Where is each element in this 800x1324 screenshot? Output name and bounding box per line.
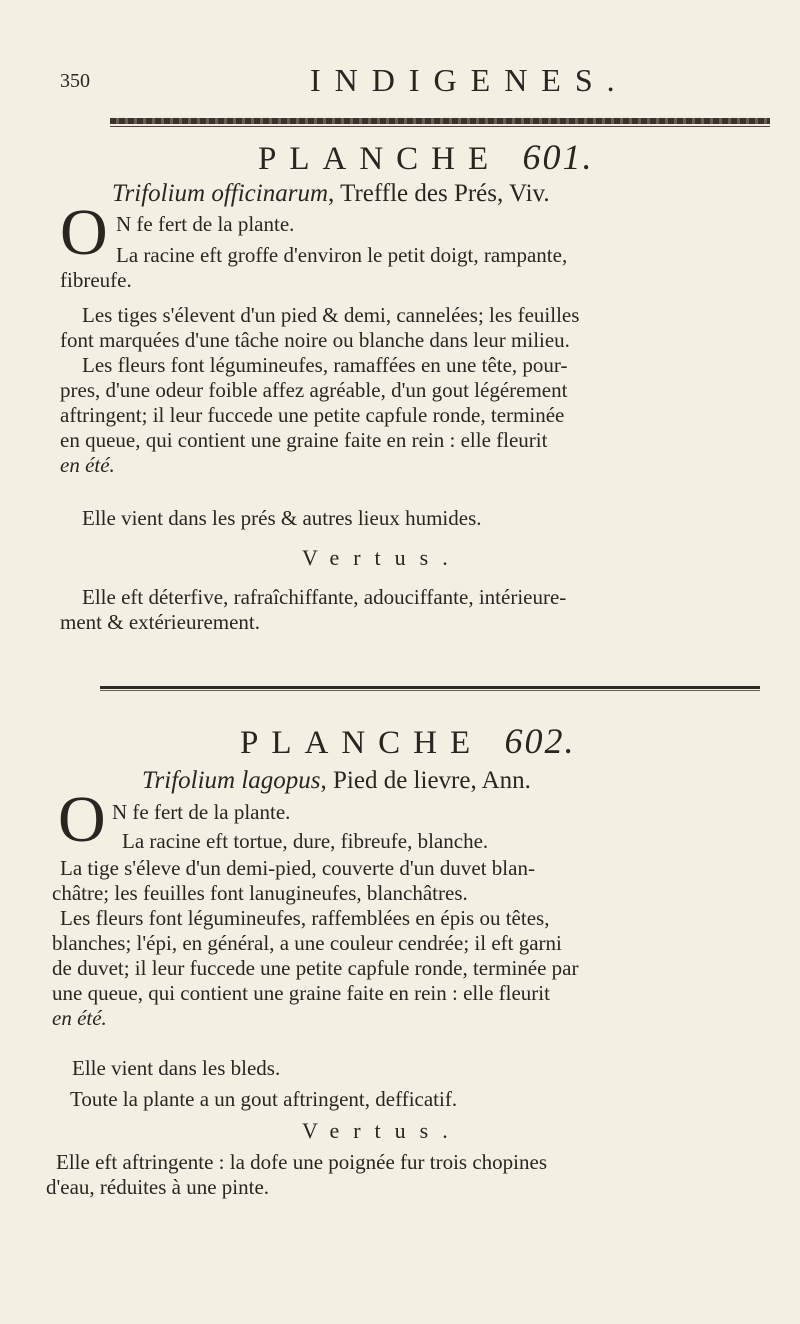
plate-602-vertus-heading: Vertus. (302, 1118, 462, 1143)
plate-602-title (240, 720, 575, 762)
plate-601-latin-name: Trifolium officinarum (112, 180, 329, 207)
plate-601-desc-line: Les fleurs font légumineufes, ramaffées en une tête, pour- (82, 353, 568, 377)
header-thin-rule (110, 126, 770, 127)
plate-601-common-name: , Treffle des Prés, Viv. (328, 180, 550, 207)
plate-601-title (258, 136, 593, 178)
plate-601-vertus-line: ment & extérieurement. (60, 610, 261, 634)
section-divider-rule (100, 686, 760, 689)
plate-602-habitat (72, 1056, 762, 1081)
plate-601-usage-line: N fe fert de la plante. (116, 212, 295, 236)
plate-601-desc-line: aftringent; il leur fuccede une petite capfule ronde, terminée (60, 403, 565, 427)
plate-602-vertus (46, 1150, 760, 1200)
plate-601-desc-line: en été. (60, 453, 115, 477)
plate-601-desc-line: pres, d'une odeur foible affez agréable, d'un gout légérement (60, 378, 568, 402)
header-ornamental-rule (110, 118, 770, 124)
plate-601-species (112, 180, 550, 208)
plate-601-desc-line: font marquées d'une tâche noire ou blanche dans leur milieu. (60, 328, 570, 352)
plate-601-number: 601. (522, 137, 594, 177)
running-title: INDIGENES. (310, 62, 629, 98)
plate-601-habitat-line: Elle vient dans les prés & autres lieux humides. (82, 506, 482, 530)
plate-601-title-prefix: PLANCHE (258, 141, 502, 177)
plate-602-vertus-line: d'eau, réduites à une pinte. (46, 1175, 270, 1199)
plate-602-usage (112, 800, 752, 825)
plate-602-root (112, 829, 752, 854)
plate-602-desc-line: une queue, qui contient une graine faite en rein : elle fleurit (52, 981, 550, 1005)
plate-601-desc-line: Les tiges s'élevent d'un pied & demi, cannelées; les feuilles (82, 303, 580, 327)
plate-602-common-name: , Pied de lievre, Ann. (320, 767, 531, 794)
plate-601-drop-cap: O (60, 196, 108, 269)
plate-602-desc-line: en été. (52, 1006, 107, 1030)
plate-602-desc-line: châtre; les feuilles font lanugineufes, blanchâtres. (52, 881, 468, 905)
plate-601-root-line: La racine eft groffe d'environ le petit doigt, rampante, (116, 243, 568, 267)
plate-602-number: 602. (504, 721, 576, 761)
plate-602-habitat-line: Elle vient dans les bleds. (72, 1056, 281, 1080)
plate-602-desc-line: Les fleurs font légumineufes, raffemblées en épis ou têtes, (60, 906, 550, 930)
plate-602-root-line: La racine eft tortue, dure, fibreufe, blanche. (122, 829, 489, 853)
plate-601-desc-line: en queue, qui contient une graine faite en rein : elle fleurit (60, 428, 548, 452)
plate-602-title-prefix: PLANCHE (240, 725, 484, 761)
plate-601-description (60, 303, 760, 478)
plate-601-vertus-heading: Vertus. (302, 545, 462, 570)
plate-602-drop-cap: O (58, 783, 106, 856)
plate-602-latin-name: Trifolium lagopus (142, 767, 321, 794)
plate-602-usage-line: N fe fert de la plante. (112, 800, 291, 824)
plate-602-vertus-line: Elle eft aftringente : la dofe une poignée fur trois chopines (56, 1150, 547, 1174)
plate-602-desc-line: blanches; l'épi, en général, a une couleur cendrée; il eft garni (52, 931, 562, 955)
section-divider-thin-rule (100, 690, 760, 691)
plate-601-root-line: fibreufe. (60, 268, 132, 292)
plate-602-desc-line: de duvet; il leur fuccede une petite capfule ronde, terminée par (52, 956, 579, 980)
plate-602-description (52, 856, 762, 1031)
plate-601-usage (116, 212, 756, 237)
plate-602-taste (70, 1087, 760, 1112)
plate-602-desc-line: La tige s'éleve d'un demi-pied, couverte d'un duvet blan- (60, 856, 535, 880)
running-head (60, 62, 760, 102)
page-number: 350 (60, 70, 90, 92)
plate-601-root (60, 243, 760, 293)
plate-602-taste-line: Toute la plante a un gout aftringent, defficatif. (70, 1087, 458, 1111)
plate-601-habitat (82, 506, 762, 531)
plate-601-vertus (60, 585, 760, 635)
plate-602-species (142, 767, 531, 795)
plate-601-vertus-line: Elle eft déterfive, rafraîchiffante, adouciffante, intérieure- (82, 585, 567, 609)
